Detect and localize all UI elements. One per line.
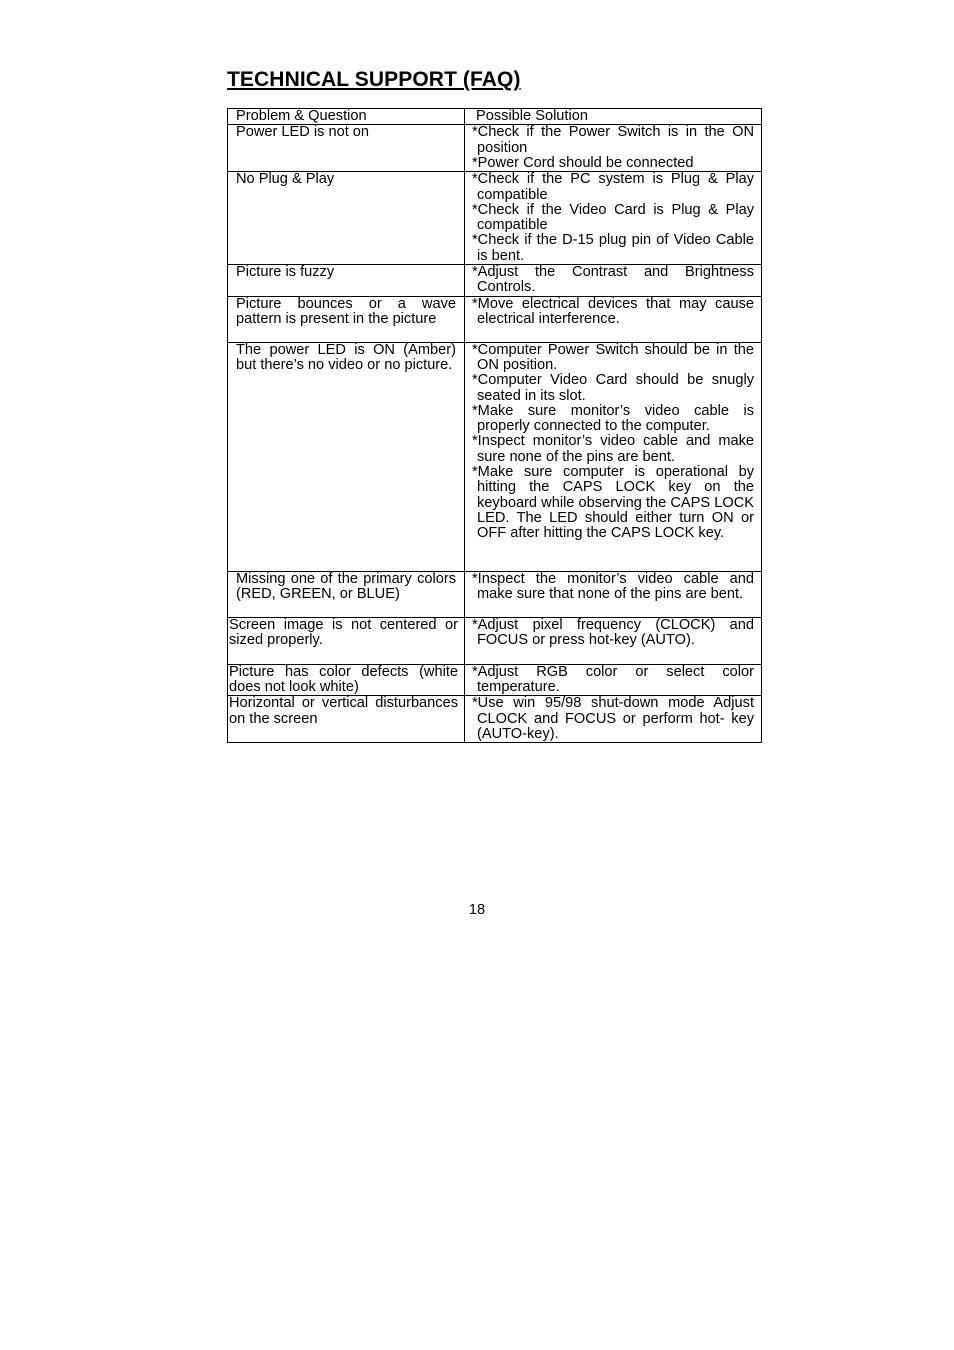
solution-cell: [465, 696, 762, 743]
solution-item: *Move electrical devices that may cause electrical interference.: [472, 295, 754, 327]
solution-cell: [465, 172, 762, 265]
solution-item: *Check if the Power Switch is in the ON position: [472, 124, 754, 156]
problem-cell: Screen image is not centered or sized properly.: [228, 617, 465, 664]
problem-cell: The power LED is ON (Amber) but there’s no video or no picture.: [228, 342, 465, 571]
header-problem: Problem & Question: [228, 109, 465, 125]
faq-table: [227, 108, 762, 743]
solution-item: *Adjust pixel frequency (CLOCK) and FOCUS or press hot-key (AUTO).: [472, 616, 754, 648]
problem-cell: No Plug & Play: [228, 172, 465, 265]
solution-cell: [465, 296, 762, 342]
solution-cell: [465, 125, 762, 172]
table-row: [228, 125, 762, 172]
problem-cell: Power LED is not on: [228, 125, 465, 172]
problem-cell: Horizontal or vertical disturbances on the screen: [228, 696, 465, 743]
solution-item: *Check if the PC system is Plug & Play compatible: [472, 171, 754, 203]
solution-cell: [465, 265, 762, 297]
solution-item: *Check if the D-15 plug pin of Video Cable is bent.: [472, 232, 754, 264]
solution-item: *Adjust the Contrast and Brightness Controls.: [472, 264, 754, 296]
solution-item: *Make sure computer is operational by hitting the CAPS LOCK key on the keyboard while observing the CAPS LOCK LED. The LED should either turn ON or OFF after hitting the CAPS LOCK key.: [472, 464, 754, 542]
solution-cell: [465, 664, 762, 696]
solution-item: *Inspect the monitor’s video cable and make sure that none of the pins are bent.: [472, 570, 754, 602]
table-row: [228, 571, 762, 617]
solution-item: *Computer Power Switch should be in the ON position.: [472, 341, 754, 373]
solution-item: *Inspect monitor’s video cable and make sure none of the pins are bent.: [472, 433, 754, 465]
table-row: [228, 342, 762, 571]
table-row: [228, 296, 762, 342]
table-header-row: [228, 109, 762, 125]
solution-item: *Make sure monitor’s video cable is properly connected to the computer.: [472, 402, 754, 435]
solution-cell: [465, 617, 762, 664]
header-solution: Possible Solution: [465, 109, 762, 125]
solution-cell: [465, 342, 762, 571]
solution-item: *Power Cord should be connected: [472, 154, 694, 171]
table-row: [228, 696, 762, 743]
table-row: [228, 664, 762, 696]
solution-item: *Check if the Video Card is Plug & Play compatible: [472, 201, 754, 234]
problem-cell: Picture has color defects (white does not look white): [228, 664, 465, 696]
page-number: 18: [468, 902, 486, 918]
solution-item: *Computer Video Card should be snugly seated in its slot.: [472, 372, 754, 404]
problem-cell: Picture bounces or a wave pattern is present in the picture: [228, 296, 465, 342]
problem-cell: Missing one of the primary colors (RED, GREEN, or BLUE): [228, 571, 465, 617]
solution-item: *Use win 95/98 shut-down mode Adjust CLOCK and FOCUS or perform hot- key (AUTO-key).: [472, 695, 754, 742]
problem-cell: Picture is fuzzy: [228, 265, 465, 297]
page-title: TECHNICAL SUPPORT (FAQ): [227, 68, 521, 91]
table-row: [228, 265, 762, 297]
table-row: [228, 172, 762, 265]
table-row: [228, 617, 762, 664]
solution-item: *Adjust RGB color or select color temperature.: [472, 663, 754, 695]
solution-cell: [465, 571, 762, 617]
